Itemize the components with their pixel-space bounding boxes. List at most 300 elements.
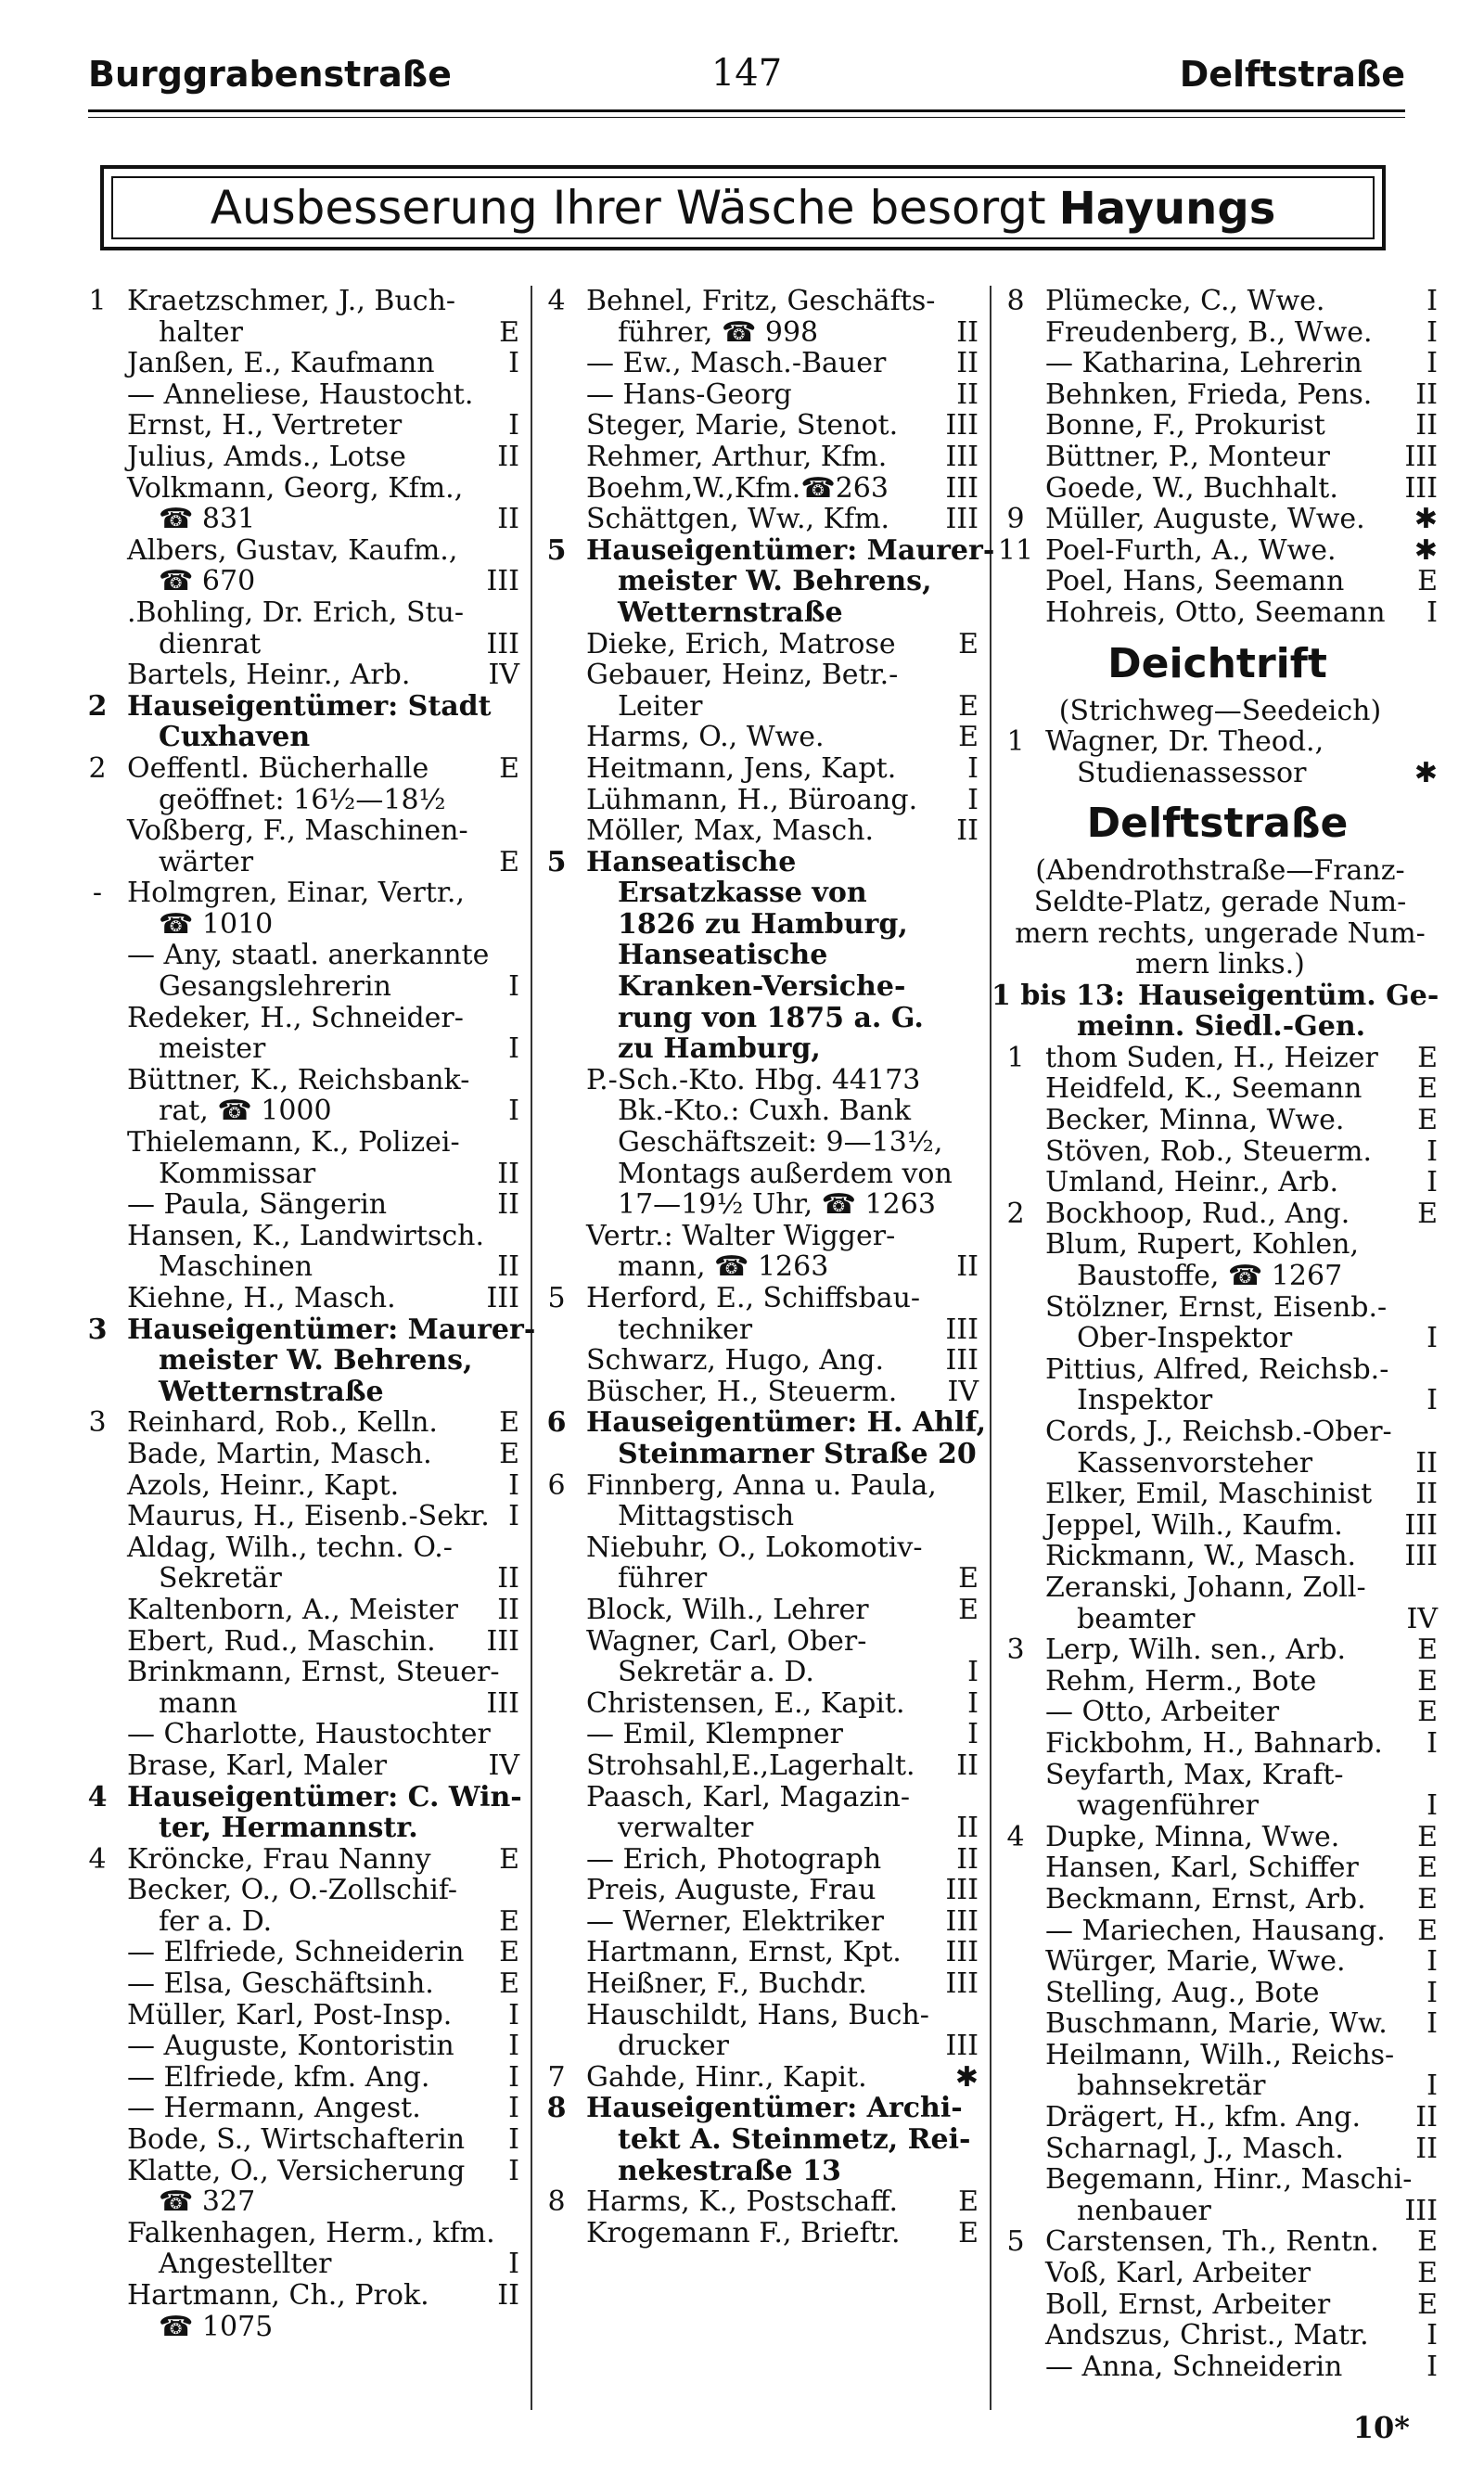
directory-entry xyxy=(79,691,519,753)
floor-indicator: III xyxy=(486,1282,519,1314)
entry-text: fer a. D. xyxy=(159,1904,273,1938)
entry-text: Block, Wilh., Lehrer xyxy=(586,1593,869,1626)
entry-text: — Otto, Arbeiter xyxy=(1045,1696,1280,1729)
floor-indicator xyxy=(973,2000,979,2031)
floor-indicator: I xyxy=(1426,1976,1438,2009)
entry-text: — Hans-Georg xyxy=(586,378,792,411)
floor-indicator: E xyxy=(1417,1882,1438,1916)
entry-text: Bartels, Heinr., Arb. xyxy=(127,659,411,692)
house-number: 3 xyxy=(88,1406,107,1440)
directory-entry xyxy=(79,1968,519,2000)
floor-indicator xyxy=(514,1345,519,1377)
floor-indicator: E xyxy=(1417,1914,1438,1947)
floor-indicator: I xyxy=(508,1095,519,1128)
entry-text: Hauschildt, Hans, Buch- xyxy=(586,1998,929,2031)
floor-indicator: E xyxy=(1417,1696,1438,1729)
entry-text: meister W. Behrens, xyxy=(159,1344,473,1378)
floor-indicator: E xyxy=(499,1936,519,1969)
floor-indicator: E xyxy=(499,1967,519,2001)
directory-entry xyxy=(538,2218,979,2249)
floor-indicator: III xyxy=(1404,1508,1438,1542)
floor-indicator: I xyxy=(1426,2007,1438,2041)
entry-text: Ebert, Rud., Maschin. xyxy=(127,1624,436,1658)
floor-indicator: E xyxy=(499,1437,519,1470)
entry-text: — Werner, Elektriker xyxy=(586,1904,884,1938)
floor-indicator xyxy=(1432,1292,1438,1324)
floor-indicator: E xyxy=(499,1406,519,1440)
entry-text: Beckmann, Ernst, Arb. xyxy=(1045,1882,1366,1916)
entry-text: Volkmann, Georg, Kfm., xyxy=(127,471,464,505)
directory-entry xyxy=(997,504,1438,535)
floor-indicator xyxy=(986,1407,991,1439)
directory-entry xyxy=(997,1760,1438,1822)
floor-indicator xyxy=(1432,1011,1438,1043)
entry-text: Hauseigentümer: Maurer- xyxy=(586,533,995,567)
entry-text: meinn. Siedl.-Gen. xyxy=(1077,1010,1366,1044)
directory-entry xyxy=(997,2258,1438,2289)
floor-indicator xyxy=(1432,2040,1438,2071)
entry-text: Bade, Martin, Masch. xyxy=(127,1437,432,1470)
directory-entry xyxy=(79,1937,519,1968)
entry-text: — Hermann, Angest. xyxy=(127,2092,421,2125)
entry-text: — Elsa, Geschäftsinh. xyxy=(127,1967,434,2001)
entry-text: bahnsekretär xyxy=(1077,2070,1266,2103)
floor-indicator: II xyxy=(956,1812,979,1845)
entry-text: Seyfarth, Max, Kraft- xyxy=(1045,1758,1344,1791)
directory-entry xyxy=(538,1221,979,1283)
entry-text: Klatte, O., Versicherung xyxy=(127,2154,466,2187)
directory-entry xyxy=(997,473,1438,505)
directory-entry xyxy=(538,1906,979,1938)
entry-text: Boll, Ernst, Arbeiter xyxy=(1045,2287,1331,2321)
entry-text: Hauseigentümer: H. Ahlf, xyxy=(586,1406,987,1440)
section-description xyxy=(997,855,1438,980)
directory-entry xyxy=(79,1313,536,1408)
floor-indicator: E xyxy=(499,845,519,878)
floor-indicator xyxy=(514,286,519,317)
directory-entry xyxy=(997,1666,1438,1698)
header-street-start: Burggrabenstraße xyxy=(88,54,452,95)
directory-entry xyxy=(538,1626,979,1688)
floor-indicator: III xyxy=(1404,2194,1438,2227)
floor-indicator: II xyxy=(956,378,979,411)
floor-indicator: II xyxy=(956,1250,979,1284)
directory-entry xyxy=(538,379,979,411)
directory-entry xyxy=(79,1221,519,1283)
entry-text: Hauseigentümer: Maurer- xyxy=(127,1313,536,1346)
entry-text: — Mariechen, Hausang. xyxy=(1045,1914,1386,1947)
floor-indicator: II xyxy=(956,315,979,349)
directory-entry xyxy=(997,2351,1438,2383)
entry-text: Angestellter xyxy=(159,2248,332,2281)
floor-indicator xyxy=(514,2312,519,2343)
floor-indicator: ✱ xyxy=(1414,756,1438,789)
floor-indicator: I xyxy=(1426,596,1438,629)
floor-indicator xyxy=(973,2124,979,2156)
entry-text: Paasch, Karl, Magazin- xyxy=(586,1780,911,1813)
entry-text: meister W. Behrens, xyxy=(618,565,932,598)
entry-text: Poel-Furth, A., Wwe. xyxy=(1045,533,1337,567)
entry-text: — Charlotte, Haustochter xyxy=(127,1718,491,1751)
entry-text: ☎ 1075 xyxy=(159,2310,274,2343)
house-number: 5 xyxy=(1006,2225,1025,2259)
floor-indicator xyxy=(514,815,519,847)
entry-text: Lerp, Wilh. sen., Arb. xyxy=(1045,1634,1347,1667)
directory-entry xyxy=(79,1407,519,1439)
directory-entry xyxy=(997,1229,1438,1291)
entry-text: Aldag, Wilh., techn. O.- xyxy=(127,1531,453,1564)
directory-entry xyxy=(997,1852,1438,1884)
directory-entry xyxy=(538,815,979,847)
directory-entry xyxy=(997,2102,1438,2134)
entry-text: Inspektor xyxy=(1077,1384,1213,1417)
house-number: 8 xyxy=(1006,285,1025,317)
printer-signature-mark: 10* xyxy=(1352,2410,1410,2445)
floor-indicator: I xyxy=(967,1686,979,1720)
floor-indicator xyxy=(514,878,519,909)
entry-text: Plümecke, C., Wwe. xyxy=(1045,285,1325,317)
entry-text: Begemann, Hinr., Maschi- xyxy=(1045,2163,1413,2197)
directory-entry xyxy=(79,1065,519,1127)
floor-indicator xyxy=(973,1782,979,1813)
entry-text: Müller, Karl, Post-Insp. xyxy=(127,1998,453,2031)
directory-entry xyxy=(538,1688,979,1720)
entry-text: Hartmann, Ernst, Kpt. xyxy=(586,1936,902,1969)
house-number: 4 xyxy=(547,285,566,317)
entry-text: dienrat xyxy=(159,627,262,660)
entry-text: Strohsahl,E.,Lagerhalt. xyxy=(586,1749,915,1782)
directory-entry xyxy=(538,753,979,785)
entry-text: Hohreis, Otto, Seemann xyxy=(1045,596,1386,629)
house-number: 5 xyxy=(546,845,567,878)
directory-entry xyxy=(79,1595,519,1626)
directory-entry xyxy=(997,1354,1438,1416)
directory-entry xyxy=(997,1541,1438,1572)
directory-entry xyxy=(79,410,519,442)
floor-indicator: II xyxy=(497,1562,519,1595)
directory-entry xyxy=(538,660,979,722)
entry-text: Falkenhagen, Herm., kfm. xyxy=(127,2216,495,2249)
house-number: 6 xyxy=(547,1468,566,1502)
floor-indicator xyxy=(973,878,979,909)
directory-entry xyxy=(538,1406,987,1470)
floor-indicator xyxy=(1432,1416,1438,1448)
entry-text: Hartmann, Ch., Prok. xyxy=(127,2279,429,2312)
entry-text: Lühmann, H., Büroang. xyxy=(586,783,918,816)
floor-indicator xyxy=(973,1532,979,1564)
directory-entry xyxy=(997,1198,1438,1230)
entry-text: Thielemann, K., Polizei- xyxy=(127,1126,460,1160)
floor-indicator: II xyxy=(497,1157,519,1190)
deichtrift-entries xyxy=(997,726,1438,788)
directory-entry xyxy=(997,1167,1438,1198)
directory-entry xyxy=(538,1719,979,1750)
floor-indicator xyxy=(973,597,979,629)
house-number: 6 xyxy=(546,1406,567,1440)
floor-indicator: I xyxy=(967,1656,979,1689)
directory-entry xyxy=(997,1416,1438,1479)
floor-indicator: II xyxy=(956,814,979,848)
directory-entry xyxy=(79,1532,519,1595)
floor-indicator xyxy=(514,785,519,816)
directory-entry xyxy=(538,473,979,505)
floor-indicator xyxy=(1432,726,1438,758)
directory-entry xyxy=(997,597,1438,629)
entry-text: ☎ 1010 xyxy=(159,907,274,941)
entry-text: Rickmann, W., Masch. xyxy=(1045,1540,1357,1573)
floor-indicator: E xyxy=(958,2216,979,2249)
floor-indicator xyxy=(973,2093,979,2124)
floor-indicator xyxy=(973,1003,979,1034)
section-title-delftstrasse: Delftstraße xyxy=(1086,800,1349,848)
entry-text: — Emil, Klempner xyxy=(586,1718,843,1751)
directory-entry xyxy=(997,410,1438,442)
entry-text: Carstensen, Th., Rentn. xyxy=(1045,2225,1379,2259)
entry-text: Azols, Heinr., Kapt. xyxy=(127,1468,400,1502)
directory-entry xyxy=(79,2280,519,2342)
directory-entry xyxy=(538,1065,979,1221)
entry-text: .Bohling, Dr. Erich, Stu- xyxy=(127,596,465,629)
entry-text: Oeffentl. Bücherhalle xyxy=(127,751,429,785)
floor-indicator: I xyxy=(508,2092,519,2125)
entry-text: Rehmer, Arthur, Kfm. xyxy=(586,440,888,473)
floor-indicator: I xyxy=(1426,1384,1438,1417)
entry-text: Rehm, Herm., Bote xyxy=(1045,1664,1317,1698)
entry-text: Kaltenborn, A., Meister xyxy=(127,1593,458,1626)
entry-text: Schättgen, Ww., Kfm. xyxy=(586,503,890,536)
floor-indicator: I xyxy=(967,783,979,816)
house-number: 1 xyxy=(1006,725,1025,759)
entry-text: P.-Sch.-Kto. Hbg. 44173 xyxy=(586,1063,921,1096)
entry-text: Kommissar xyxy=(159,1157,316,1190)
directory-entry xyxy=(997,2040,1438,2102)
floor-indicator: II xyxy=(497,1188,519,1222)
entry-text: zu Hamburg, xyxy=(618,1032,821,1066)
entry-text: 17—19½ Uhr, ☎ 1263 xyxy=(618,1188,936,1222)
entry-text: Kranken-Versiche- xyxy=(618,970,906,1004)
floor-indicator xyxy=(973,286,979,317)
directory-entry xyxy=(79,1844,519,1876)
floor-indicator: I xyxy=(508,1998,519,2031)
entry-text: Goede, W., Buchhalt. xyxy=(1045,471,1338,505)
floor-indicator: I xyxy=(508,1468,519,1502)
floor-indicator: III xyxy=(486,565,519,598)
entry-text: Becker, O., O.-Zollschif- xyxy=(127,1874,457,1907)
floor-indicator: I xyxy=(1426,2350,1438,2383)
section-description-line: Seldte-Platz, gerade Num- xyxy=(1033,885,1407,918)
directory-column-3 xyxy=(991,285,1439,2383)
directory-entry xyxy=(538,410,979,442)
floor-indicator: IV xyxy=(1406,1602,1438,1635)
section-description-line: (Strichweg—Seedeich) xyxy=(1058,694,1382,727)
entry-text: Reinhard, Rob., Kelln. xyxy=(127,1406,438,1440)
house-number: 11 xyxy=(997,533,1034,567)
directory-entry xyxy=(997,1510,1438,1542)
floor-indicator: II xyxy=(956,1842,979,1876)
floor-indicator: III xyxy=(945,503,979,536)
directory-entry xyxy=(79,878,519,940)
entry-text: wärter xyxy=(159,845,254,878)
floor-indicator xyxy=(514,940,519,971)
floor-indicator: III xyxy=(486,1624,519,1658)
floor-indicator: II xyxy=(497,2279,519,2312)
directory-entry xyxy=(79,1750,519,1782)
entry-text: Niebuhr, O., Lokomotiv- xyxy=(586,1531,923,1564)
floor-indicator xyxy=(973,909,979,941)
floor-indicator xyxy=(514,1657,519,1688)
floor-indicator: I xyxy=(1426,315,1438,349)
floor-indicator: I xyxy=(508,1032,519,1066)
directory-entry xyxy=(538,2000,979,2062)
entry-text: Blum, Rupert, Kohlen, xyxy=(1045,1228,1360,1262)
house-number: 3 xyxy=(1006,1634,1025,1667)
floor-indicator: II xyxy=(497,503,519,536)
floor-indicator xyxy=(1432,1760,1438,1791)
entry-text: führer xyxy=(618,1562,708,1595)
directory-entry xyxy=(79,2093,519,2124)
floor-indicator xyxy=(973,1626,979,1658)
floor-indicator: I xyxy=(1426,1945,1438,1979)
directory-entry xyxy=(538,533,995,629)
directory-entry xyxy=(79,442,519,473)
entry-text: Wagner, Carl, Ober- xyxy=(586,1624,867,1658)
floor-indicator: III xyxy=(945,409,979,442)
entry-text: Baustoffe, ☎ 1267 xyxy=(1077,1260,1343,1293)
entry-text: Harms, O., Wwe. xyxy=(586,721,825,754)
house-number: 1 xyxy=(1006,1041,1025,1074)
entry-text: Cuxhaven xyxy=(159,721,311,754)
floor-indicator: IV xyxy=(488,659,519,692)
directory-column-1 xyxy=(79,285,536,2343)
entry-text: mann xyxy=(159,1686,237,1720)
entry-text: Ernst, H., Vertreter xyxy=(127,409,403,442)
floor-indicator: I xyxy=(508,2060,519,2094)
floor-indicator: IV xyxy=(947,1375,979,1408)
entry-text: — Any, staatl. anerkannte xyxy=(127,939,490,972)
directory-entry xyxy=(997,1572,1438,1634)
floor-indicator: I xyxy=(1426,1726,1438,1760)
house-number: 9 xyxy=(1006,503,1025,536)
column-divider xyxy=(990,286,991,2410)
delftstrasse-entries xyxy=(991,979,1439,2383)
directory-entry xyxy=(79,1719,519,1750)
section-description xyxy=(997,696,1438,727)
directory-entry xyxy=(538,2093,979,2186)
directory-entry xyxy=(79,1439,519,1470)
floor-indicator: II xyxy=(1415,2101,1438,2134)
floor-indicator: I xyxy=(508,2030,519,2063)
entry-text: Brinkmann, Ernst, Steuer- xyxy=(127,1656,500,1689)
directory-entry xyxy=(997,1634,1438,1666)
entry-text: Geschäftszeit: 9—13½, xyxy=(618,1126,943,1160)
entry-text: mann, ☎ 1263 xyxy=(618,1250,829,1284)
entry-text: Herford, E., Schiffsbau- xyxy=(586,1282,921,1314)
entry-text: Heidfeld, K., Seemann xyxy=(1045,1072,1362,1106)
floor-indicator: III xyxy=(945,440,979,473)
entry-text: Zeranski, Johann, Zoll- xyxy=(1045,1570,1366,1604)
floor-indicator xyxy=(514,1875,519,1906)
directory-entry xyxy=(538,1377,979,1408)
column-divider xyxy=(531,286,532,2410)
entry-text: Vertr.: Walter Wigger- xyxy=(586,1219,896,1252)
directory-entry xyxy=(538,504,979,535)
directory-entry xyxy=(997,1073,1438,1105)
floor-indicator: E xyxy=(499,1842,519,1876)
entry-text: Büttner, K., Reichsbank- xyxy=(127,1063,470,1096)
directory-entry xyxy=(997,379,1438,411)
entry-text: Maurus, H., Eisenb.-Sekr. xyxy=(127,1500,490,1533)
house-number: 2 xyxy=(1006,1197,1025,1230)
entry-text: Kröncke, Frau Nanny xyxy=(127,1842,431,1876)
directory-entry xyxy=(79,286,519,348)
directory-entry xyxy=(997,2134,1438,2165)
entry-text: Behnel, Fritz, Geschäfts- xyxy=(586,285,936,317)
entry-text: Bockhoop, Rud., Ang. xyxy=(1045,1197,1350,1230)
floor-indicator: ✱ xyxy=(1414,533,1438,567)
floor-indicator: II xyxy=(1415,1446,1438,1480)
entry-text: Fickbohm, H., Bahnarb. xyxy=(1045,1726,1383,1760)
entry-text: Maschinen xyxy=(159,1250,313,1284)
directory-entry xyxy=(538,1595,979,1626)
header-rule-thin xyxy=(88,117,1405,118)
directory-entry xyxy=(79,1501,519,1532)
floor-indicator xyxy=(514,1813,519,1844)
entry-text: Hanseatische xyxy=(586,845,797,878)
directory-entry xyxy=(79,473,519,535)
floor-indicator: E xyxy=(1417,1072,1438,1106)
entry-text: nenbauer xyxy=(1077,2194,1211,2227)
directory-entry xyxy=(79,2062,519,2094)
floor-indicator xyxy=(514,473,519,505)
entry-text: Wetternstraße xyxy=(618,596,843,629)
directory-entry xyxy=(79,1127,519,1189)
floor-indicator: III xyxy=(486,1686,519,1720)
entry-text: ☎ 327 xyxy=(159,2185,256,2219)
floor-indicator xyxy=(973,1033,979,1065)
entry-text: Stölzner, Ernst, Eisenb.- xyxy=(1045,1290,1388,1324)
floor-indicator xyxy=(1432,2164,1438,2196)
directory-entry xyxy=(79,2156,519,2218)
entry-text: — Elfriede, Schneiderin xyxy=(127,1936,465,1969)
floor-indicator: E xyxy=(958,1562,979,1595)
directory-entry xyxy=(79,2000,519,2031)
directory-entry xyxy=(79,379,519,411)
floor-indicator xyxy=(973,1065,979,1096)
floor-indicator: I xyxy=(1426,285,1438,317)
directory-entry xyxy=(991,979,1439,1044)
floor-indicator: III xyxy=(486,627,519,660)
floor-indicator xyxy=(1432,1354,1438,1386)
entry-text: Elker, Emil, Maschinist xyxy=(1045,1478,1373,1511)
entry-text: führer, ☎ 998 xyxy=(618,315,819,349)
floor-indicator: II xyxy=(1415,2132,1438,2165)
floor-indicator: II xyxy=(1415,1478,1438,1511)
floor-indicator xyxy=(973,940,979,971)
page-number: 147 xyxy=(710,52,783,95)
floor-indicator xyxy=(973,1283,979,1314)
entry-text: Studienassessor xyxy=(1077,756,1307,789)
directory-entry xyxy=(538,1532,979,1595)
floor-indicator: E xyxy=(958,627,979,660)
directory-entry xyxy=(997,1728,1438,1760)
directory-entry xyxy=(79,1626,519,1658)
floor-indicator xyxy=(514,722,519,753)
house-number: 1 bis 13: xyxy=(991,979,1125,1012)
house-number: 4 xyxy=(88,1842,107,1876)
entry-text: — Ew., Masch.-Bauer xyxy=(586,347,887,380)
floor-indicator xyxy=(977,1439,982,1470)
floor-indicator: I xyxy=(508,409,519,442)
